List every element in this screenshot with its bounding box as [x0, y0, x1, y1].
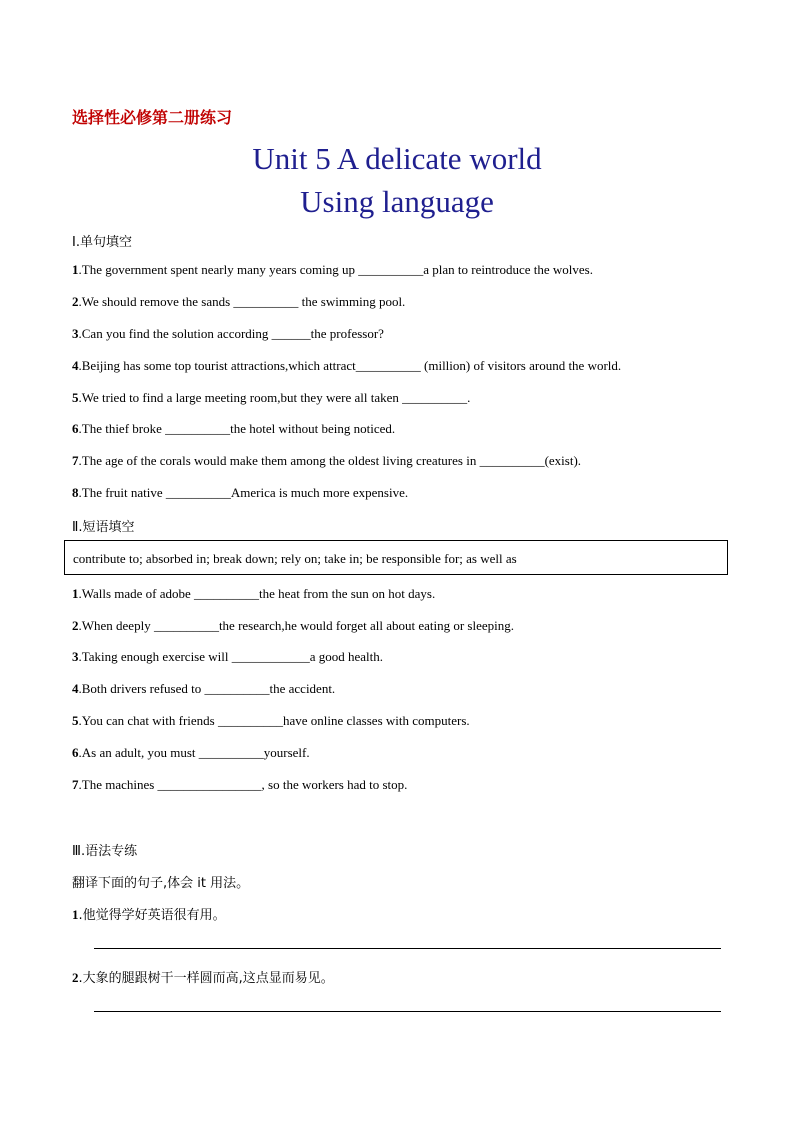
course-label: 选择性必修第二册练习	[72, 108, 233, 127]
phrase-word-box: contribute to; absorbed in; break down; rely on; take in; be responsible for; as well as	[64, 540, 728, 575]
item-number: 2	[72, 970, 79, 985]
item-number: 2	[72, 618, 79, 633]
item-text: .Can you find the solution according ______the professor?	[78, 326, 384, 341]
item-number: 5	[72, 713, 79, 728]
item-number: 2	[72, 294, 79, 309]
item-number: 6	[72, 745, 79, 760]
item-number: 7	[72, 777, 79, 792]
section2-item-3	[72, 649, 383, 665]
section1-item-6	[72, 421, 395, 437]
answer-line-2[interactable]	[94, 1011, 721, 1012]
unit-subtitle: Using language	[300, 184, 494, 219]
section2-item-5	[72, 713, 470, 729]
item-text: .We tried to find a large meeting room,but they were all taken __________.	[78, 390, 471, 405]
item-number: 7	[72, 453, 79, 468]
item-number: 3	[72, 649, 79, 664]
item-text: .The machines ________________, so the workers had to stop.	[78, 777, 408, 792]
item-text: .大象的腿跟树干一样圆而高,这点显而易见。	[78, 971, 334, 986]
item-text: .The thief broke __________the hotel without being noticed.	[78, 421, 396, 436]
item-number: 1	[72, 907, 79, 922]
item-text: .As an adult, you must __________yourself.	[78, 745, 310, 760]
item-number: 3	[72, 326, 79, 341]
section1-item-4	[72, 358, 621, 374]
section1-item-2	[72, 294, 405, 310]
section2-heading: Ⅱ.短语填空	[72, 520, 135, 535]
section1-heading: Ⅰ.单句填空	[72, 235, 132, 250]
item-number: 4	[72, 358, 79, 373]
section3-item-2	[72, 967, 334, 986]
section1-item-3	[72, 326, 384, 342]
section1-item-8	[72, 485, 408, 501]
item-text: .The government spent nearly many years coming up __________a plan to reintroduce the wolves.	[78, 262, 593, 277]
section3-item-1	[72, 904, 226, 923]
item-number: 5	[72, 390, 79, 405]
item-text: .The fruit native __________America is much more expensive.	[78, 485, 409, 500]
item-text: .When deeply __________the research,he would forget all about eating or sleeping.	[78, 618, 514, 633]
unit-title: Unit 5 A delicate world	[252, 141, 542, 176]
answer-line-1[interactable]	[94, 948, 721, 949]
section1-item-5	[72, 390, 470, 406]
item-text: .Walls made of adobe __________the heat from the sun on hot days.	[78, 586, 436, 601]
item-number: 8	[72, 485, 79, 500]
item-number: 1	[72, 586, 79, 601]
section2-item-4	[72, 681, 335, 697]
item-text: .The age of the corals would make them among the oldest living creatures in __________(exist).	[78, 453, 582, 468]
section1-item-7	[72, 453, 581, 469]
item-number: 6	[72, 421, 79, 436]
item-text: .Taking enough exercise will ____________a good health.	[78, 649, 384, 664]
item-number: 4	[72, 681, 79, 696]
item-text: .他觉得学好英语很有用。	[78, 908, 226, 923]
section2-item-2	[72, 618, 514, 634]
section3-instruction: 翻译下面的句子,体会 it 用法。	[72, 876, 250, 891]
item-text: .You can chat with friends __________have online classes with computers.	[78, 713, 470, 728]
section2-item-7	[72, 777, 407, 793]
section2-item-1	[72, 586, 435, 602]
section1-item-1	[72, 262, 593, 278]
section3-heading: Ⅲ.语法专练	[72, 844, 138, 859]
section2-item-6	[72, 745, 310, 761]
item-text: .Both drivers refused to __________the accident.	[78, 681, 336, 696]
item-number: 1	[72, 262, 79, 277]
item-text: .Beijing has some top tourist attractions,which attract__________ (million) of visitors around the world.	[78, 358, 622, 373]
item-text: .We should remove the sands __________ the swimming pool.	[78, 294, 406, 309]
